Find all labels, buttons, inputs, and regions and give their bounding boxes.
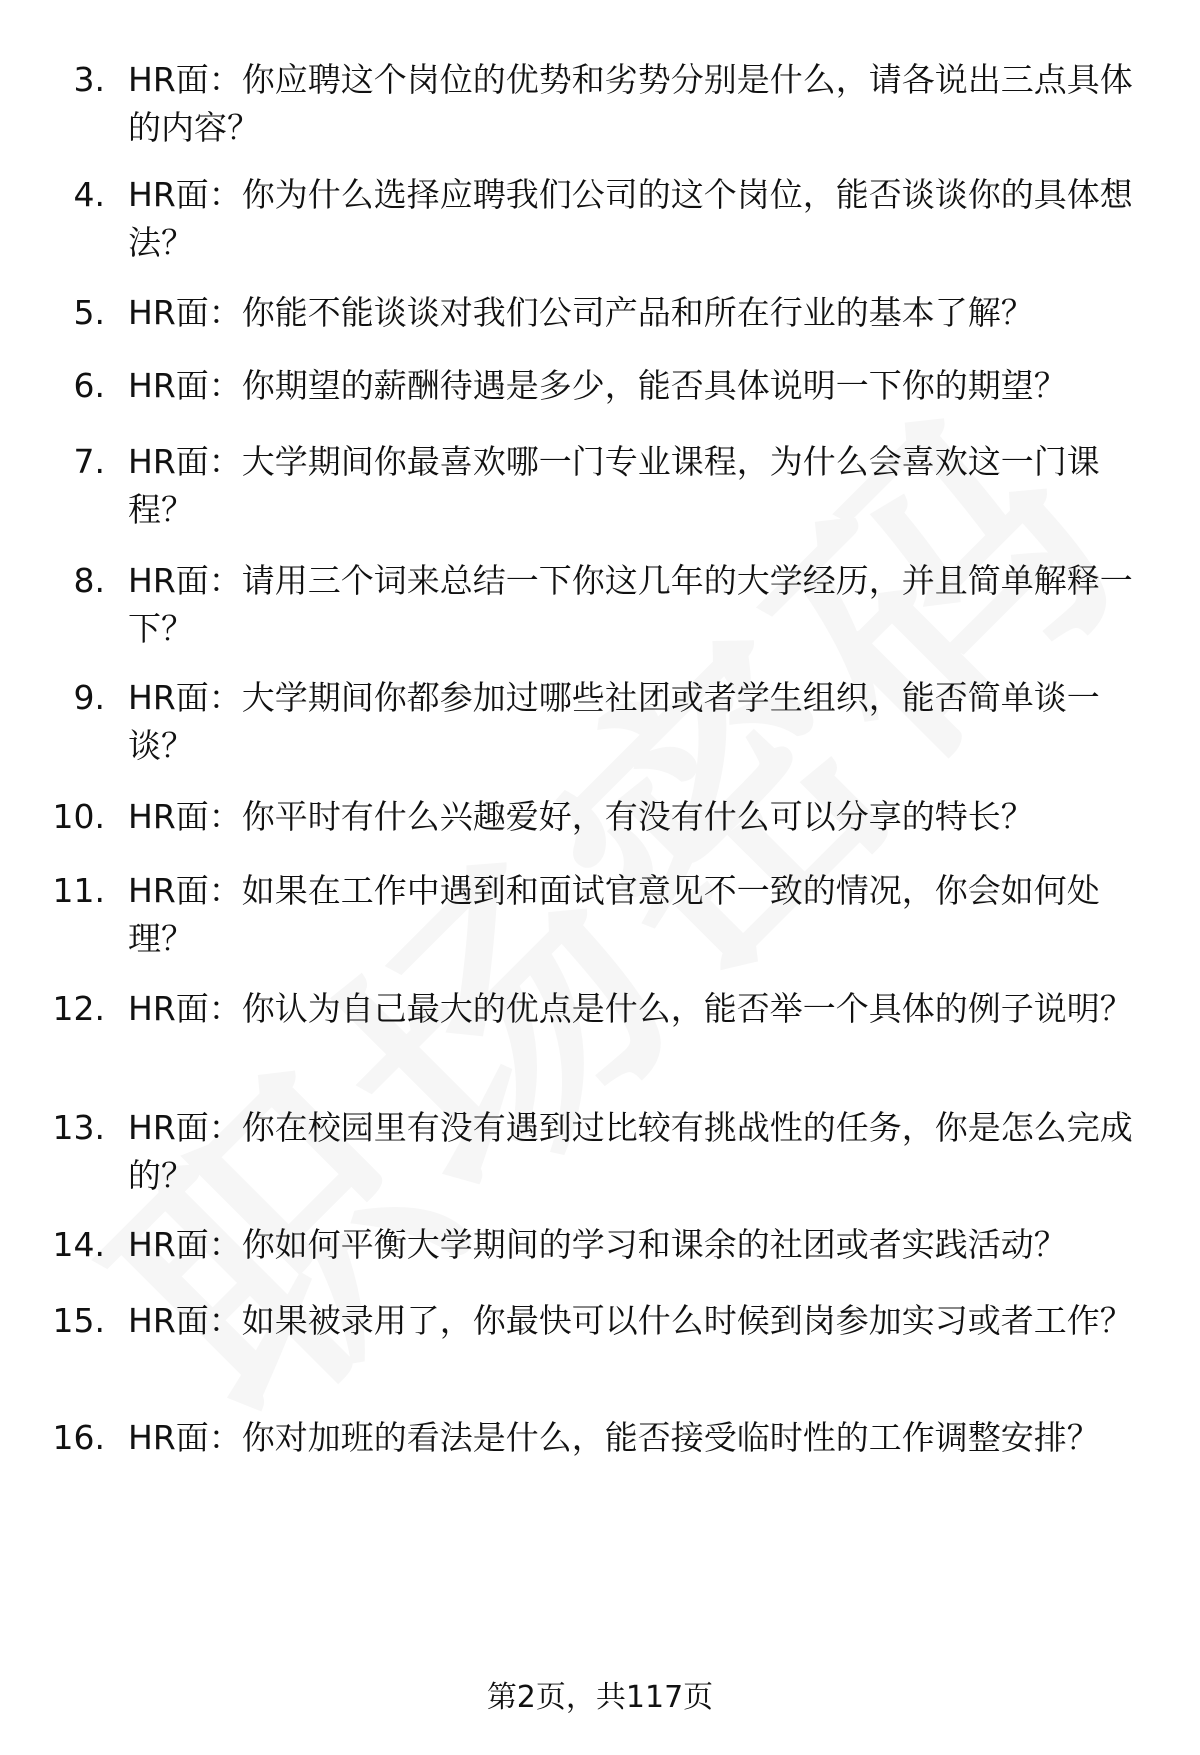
item-text: HR面：你如何平衡大学期间的学习和课余的社团或者实践活动？	[128, 1225, 1067, 1264]
item-number: 6.	[73, 366, 105, 405]
item-number: 4.	[73, 175, 105, 214]
item-text: HR面：你应聘这个岗位的优势和劣势分别是什么，请各说出三点具体的内容？	[128, 60, 1133, 147]
item-number: 14.	[52, 1225, 105, 1264]
item-number: 3.	[73, 60, 105, 99]
item-number: 15.	[52, 1301, 105, 1340]
item-number: 5.	[73, 293, 105, 332]
page-footer: 第2页，共117页	[486, 1680, 714, 1715]
item-text: HR面：你期望的薪酬待遇是多少，能否具体说明一下你的期望？	[128, 366, 1067, 405]
item-text: HR面：你平时有什么兴趣爱好，有没有什么可以分享的特长？	[128, 797, 1034, 836]
item-text: HR面：你在校园里有没有遇到过比较有挑战性的任务，你是怎么完成的？	[128, 1108, 1133, 1195]
item-text: HR面：你认为自己最大的优点是什么，能否举一个具体的例子说明？	[128, 989, 1133, 1028]
item-text: HR面：大学期间你都参加过哪些社团或者学生组织，能否简单谈一谈？	[128, 678, 1100, 765]
item-number: 13.	[52, 1108, 105, 1147]
item-number: 16.	[52, 1418, 105, 1457]
item-number: 7.	[73, 442, 105, 481]
item-text: HR面：如果在工作中遇到和面试官意见不一致的情况，你会如何处理？	[128, 871, 1100, 958]
item-number: 9.	[73, 678, 105, 717]
item-number: 10.	[52, 797, 105, 836]
item-number: 11.	[52, 871, 105, 910]
item-text: HR面：请用三个词来总结一下你这几年的大学经历，并且简单解释一下？	[128, 561, 1133, 648]
item-number: 12.	[52, 989, 105, 1028]
item-text: HR面：你为什么选择应聘我们公司的这个岗位，能否谈谈你的具体想法？	[128, 175, 1133, 262]
item-text: HR面：你能不能谈谈对我们公司产品和所在行业的基本了解？	[128, 293, 1034, 332]
item-text: HR面：如果被录用了，你最快可以什么时候到岗参加实习或者工作？	[128, 1301, 1133, 1340]
item-number: 8.	[73, 561, 105, 600]
item-text: HR面：你对加班的看法是什么，能否接受临时性的工作调整安排？	[128, 1418, 1100, 1457]
item-text: HR面：大学期间你最喜欢哪一门专业课程，为什么会喜欢这一门课程？	[128, 442, 1100, 529]
